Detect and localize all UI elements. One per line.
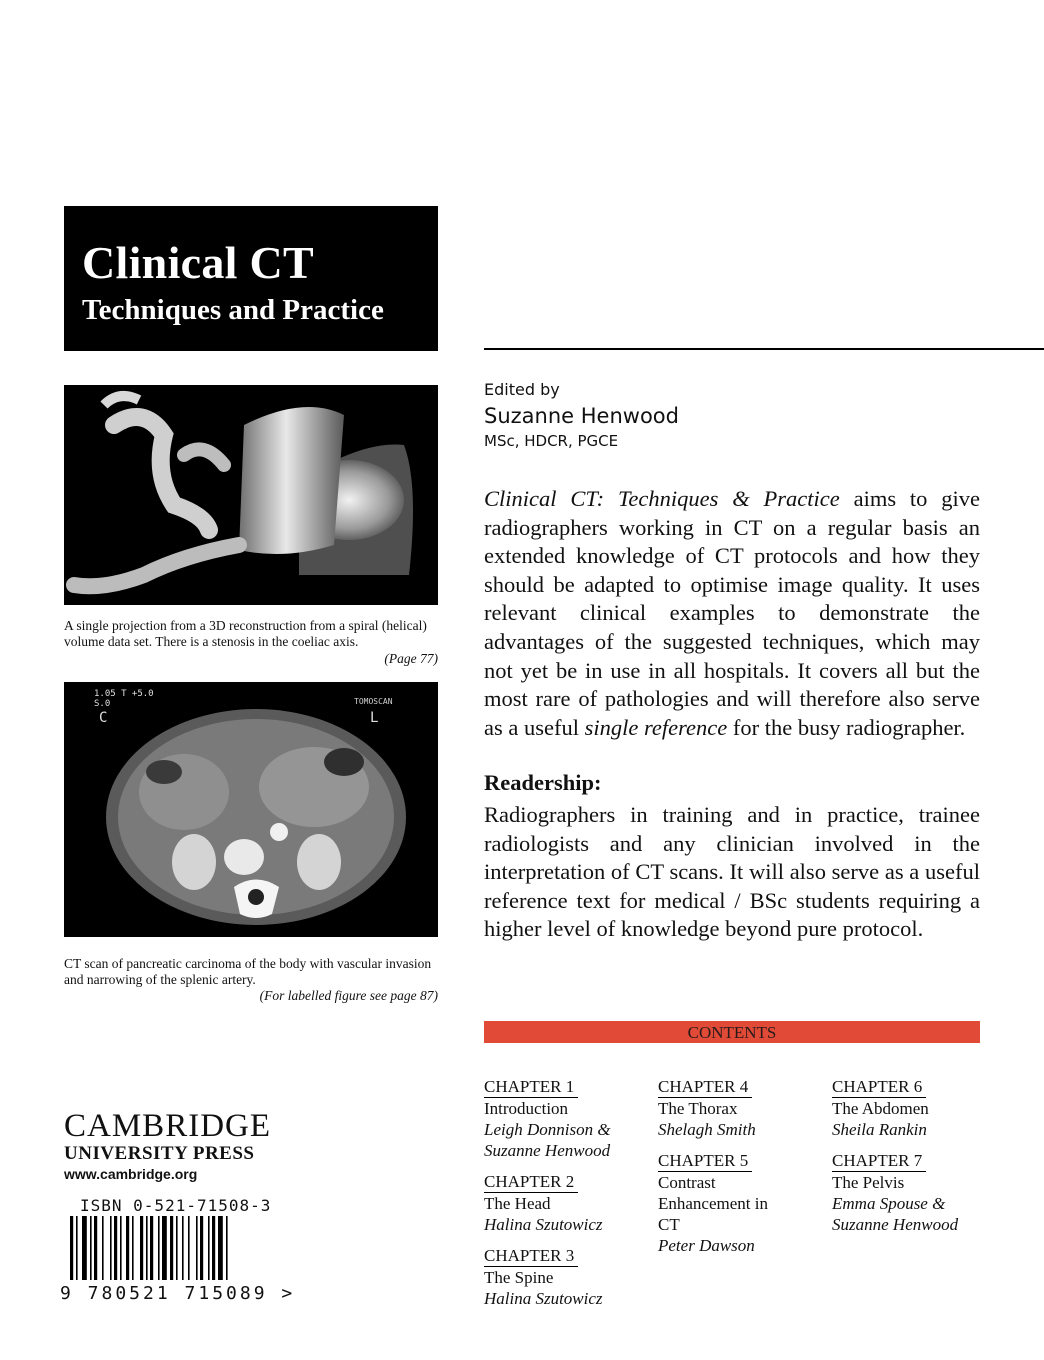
ct-overlay-right-marker: L <box>370 710 379 726</box>
publisher-press: UNIVERSITY PRESS <box>64 1143 255 1164</box>
editor-credentials: MSc, HDCR, PGCE <box>484 432 619 450</box>
chapter-title: The Abdomen <box>832 1099 929 1118</box>
contents-banner: CONTENTS <box>484 1021 980 1043</box>
chapter-title: The Head <box>484 1194 551 1213</box>
book-title: Clinical CT <box>82 237 315 288</box>
isbn-number: ISBN 0-521-71508-3 <box>80 1196 272 1215</box>
chapter-author: Halina Szutowicz <box>484 1215 603 1234</box>
divider-rule <box>484 348 1044 350</box>
ct-3d-reconstruction-drawing <box>64 385 438 605</box>
ct-overlay-params: 1.05 T +5.0 <box>94 689 154 699</box>
chapter-label: CHAPTER 6 <box>832 1076 926 1098</box>
chapter-author: Sheila Rankin <box>832 1120 927 1139</box>
chapter-2 <box>484 1171 624 1235</box>
description-emphasis: single reference <box>584 714 728 740</box>
figure-2-caption: CT scan of pancreatic carcinoma of the body with vascular invasion and narrowing of the splenic artery. <box>64 956 432 987</box>
description-text-1: aims to give radiographers working in CT on a regular basis an extended knowledge of CT protocols and how they should be adapted to optimise image quality. It uses relevant clinical examples to demonstrate the advantages of the suggested techniques, which may not yet be in use in all hospitals. It covers all but the most rare of pathologies and will therefore also serve as a useful <box>484 486 980 740</box>
chapter-author: Peter Dawson <box>658 1236 755 1255</box>
chapter-5 <box>658 1150 788 1256</box>
chapter-author: Emma Spouse & Suzanne Henwood <box>832 1194 959 1234</box>
chapter-label: CHAPTER 4 <box>658 1076 752 1098</box>
title-block <box>64 206 438 351</box>
ct-overlay-params-2: S.0 <box>94 699 111 709</box>
chapter-4 <box>658 1076 798 1140</box>
chapter-title: Contrast Enhancement in CT <box>658 1173 768 1234</box>
chapter-title: The Pelvis <box>832 1173 905 1192</box>
readership-text: Radiographers in training and in practice, trainee radiologists and any clinician involved in the interpretation of CT scans. It will also serve as a useful reference text for medical / BSc students requiring a higher level of knowledge beyond pure protocol. <box>484 802 980 942</box>
chapter-title: Introduction <box>484 1099 569 1118</box>
editor-name: Suzanne Henwood <box>484 404 679 428</box>
ct-3d-reconstruction-image <box>64 385 438 605</box>
barcode-number: 9 780521 715089 > <box>60 1283 296 1304</box>
ct-overlay-left-marker: C <box>99 710 108 726</box>
figure-1-reference: (Page 77) <box>384 651 438 666</box>
chapter-7 <box>832 1150 982 1235</box>
chapter-3 <box>484 1245 624 1309</box>
figure-2-reference: (For labelled figure see page 87) <box>259 988 438 1003</box>
chapter-label: CHAPTER 5 <box>658 1150 752 1172</box>
chapter-label: CHAPTER 3 <box>484 1245 578 1267</box>
ct-overlay-scanner: TOMOSCAN <box>354 697 393 706</box>
chapter-6 <box>832 1076 982 1140</box>
publisher-url: www.cambridge.org <box>64 1166 198 1182</box>
publisher-name: CAMBRIDGE <box>64 1108 272 1144</box>
chapter-title: The Thorax <box>658 1099 738 1118</box>
chapter-title: The Spine <box>484 1268 554 1287</box>
chapter-author: Halina Szutowicz <box>484 1289 603 1308</box>
chapter-label: CHAPTER 1 <box>484 1076 578 1098</box>
chapter-author: Leigh Donnison & Suzanne Henwood <box>484 1120 611 1160</box>
book-subtitle: Techniques and Practice <box>82 294 384 326</box>
chapter-label: CHAPTER 2 <box>484 1171 578 1193</box>
readership-heading: Readership: <box>484 770 602 795</box>
book-description <box>484 485 980 742</box>
figure-1-caption: A single projection from a 3D reconstruction from a spiral (helical) volume data set. There is a stenosis in the coeliac axis. <box>64 618 427 649</box>
edited-by-label: Edited by <box>484 380 560 399</box>
ct-scan-image <box>64 682 438 937</box>
description-text-2: for the busy radiographer. <box>727 714 966 740</box>
chapter-author: Shelagh Smith <box>658 1120 756 1139</box>
ct-scan-drawing <box>64 682 438 937</box>
chapter-1 <box>484 1076 624 1161</box>
description-book-title: Clinical CT: Techniques & Practice <box>484 486 840 511</box>
chapter-label: CHAPTER 7 <box>832 1150 926 1172</box>
